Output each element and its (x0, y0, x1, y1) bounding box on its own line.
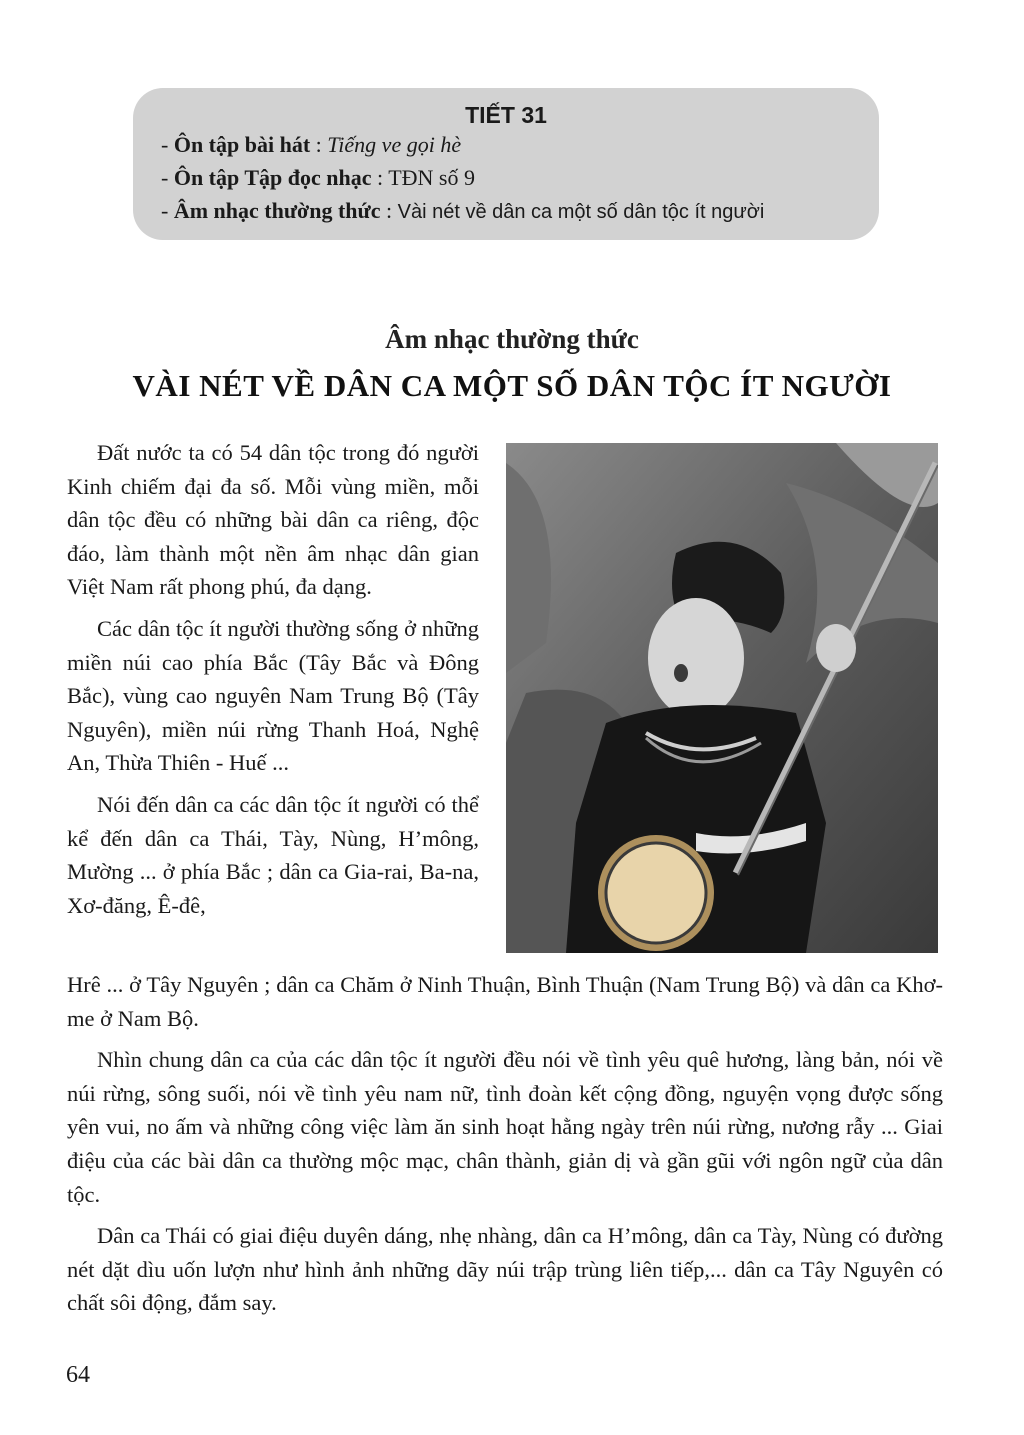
lesson-item-music-knowledge (161, 198, 764, 224)
lesson-item-label: Ôn tập Tập đọc nhạc (173, 165, 372, 190)
paragraph-intro: Đất nước ta có 54 dân tộc trong đó người Kinh chiếm đại đa số. Mỗi vùng miền, mỗi dân tộc đều có những bài dân ca riêng, độc đáo, làm thành một nền âm nhạc dân gian Việt Nam rất phong phú, đa dạng. (67, 440, 479, 600)
left-column-text (67, 436, 479, 922)
page-number: 64 (66, 1362, 90, 1388)
lesson-item-value: Vài nét về dân ca một số dân tộc ít người (397, 201, 765, 223)
lesson-item-song (161, 132, 461, 158)
paragraph-regions: Các dân tộc ít người thường sống ở những miền núi cao phía Bắc (Tây Bắc và Đông Bắc), vùng cao nguyên Nam Trung Bộ (Tây Nguyên), miền núi rừng Thanh Hoá, Nghệ An, Thừa Thiên - Huế ... (67, 615, 479, 776)
photo-illustration (506, 443, 938, 953)
lesson-item-value: TĐN số 9 (388, 165, 475, 190)
lesson-item-prefix: - (161, 198, 174, 223)
lesson-item-label: Âm nhạc thường thức (173, 198, 381, 223)
lesson-item-prefix: - (161, 165, 174, 190)
lesson-item-separator: : (371, 165, 389, 190)
lesson-item-label: Ôn tập bài hát (173, 132, 311, 157)
section-subtitle: Âm nhạc thường thức (385, 324, 639, 354)
lesson-item-prefix: - (161, 132, 174, 157)
section-title: VÀI NÉT VỀ DÂN CA MỘT SỐ DÂN TỘC ÍT NGƯỜI (132, 368, 892, 403)
paragraph-themes: Nhìn chung dân ca của các dân tộc ít người đều nói về tình yêu quê hương, làng bản, nói về núi rừng, sông suối, nói về tình yêu nam nữ, tình đoàn kết cộng đồng, nguyện vọng được sống yên vui, no ấm và những công việc làm ăn sinh hoạt hằng ngày trên núi rừng, nương rẫy ... Giai điệu của các bài dân ca thường mộc mạc, chân thành, giản dị và gần gũi với ngôn ngữ của dân tộc. (67, 1047, 943, 1207)
paragraph-melodies: Dân ca Thái có giai điệu duyên dáng, nhẹ nhàng, dân ca H’mông, dân ca Tày, Nùng có đường nét dặt dìu uốn lượn như hình ảnh những dãy núi trập trùng liên tiếp,... dân ca Tây Nguyên có chất sôi động, đắm say. (67, 1223, 943, 1316)
paragraph-folk-songs-start: Nói đến dân ca các dân tộc ít người có thể kể đến dân ca Thái, Tày, Nùng, H’mông, Mường ... ở phía Bắc ; dân ca Gia-rai, Ba-na, Xơ-đăng, Ê-đê, (67, 791, 479, 918)
lesson-header-box (133, 88, 879, 240)
lesson-item-separator: : (380, 198, 398, 223)
lesson-item-sight-reading (161, 165, 475, 191)
singer-with-lute-photo (506, 443, 938, 953)
full-width-text (67, 968, 943, 1328)
lesson-item-separator: : (310, 132, 328, 157)
lesson-item-value: Tiếng ve gọi hè (327, 132, 462, 157)
paragraph-folk-songs-end: Hrê ... ở Tây Nguyên ; dân ca Chăm ở Ninh Thuận, Bình Thuận (Nam Trung Bộ) và dân ca Khơ-me ở Nam Bộ. (67, 972, 943, 1031)
lesson-title: TIẾT 31 (465, 102, 547, 128)
